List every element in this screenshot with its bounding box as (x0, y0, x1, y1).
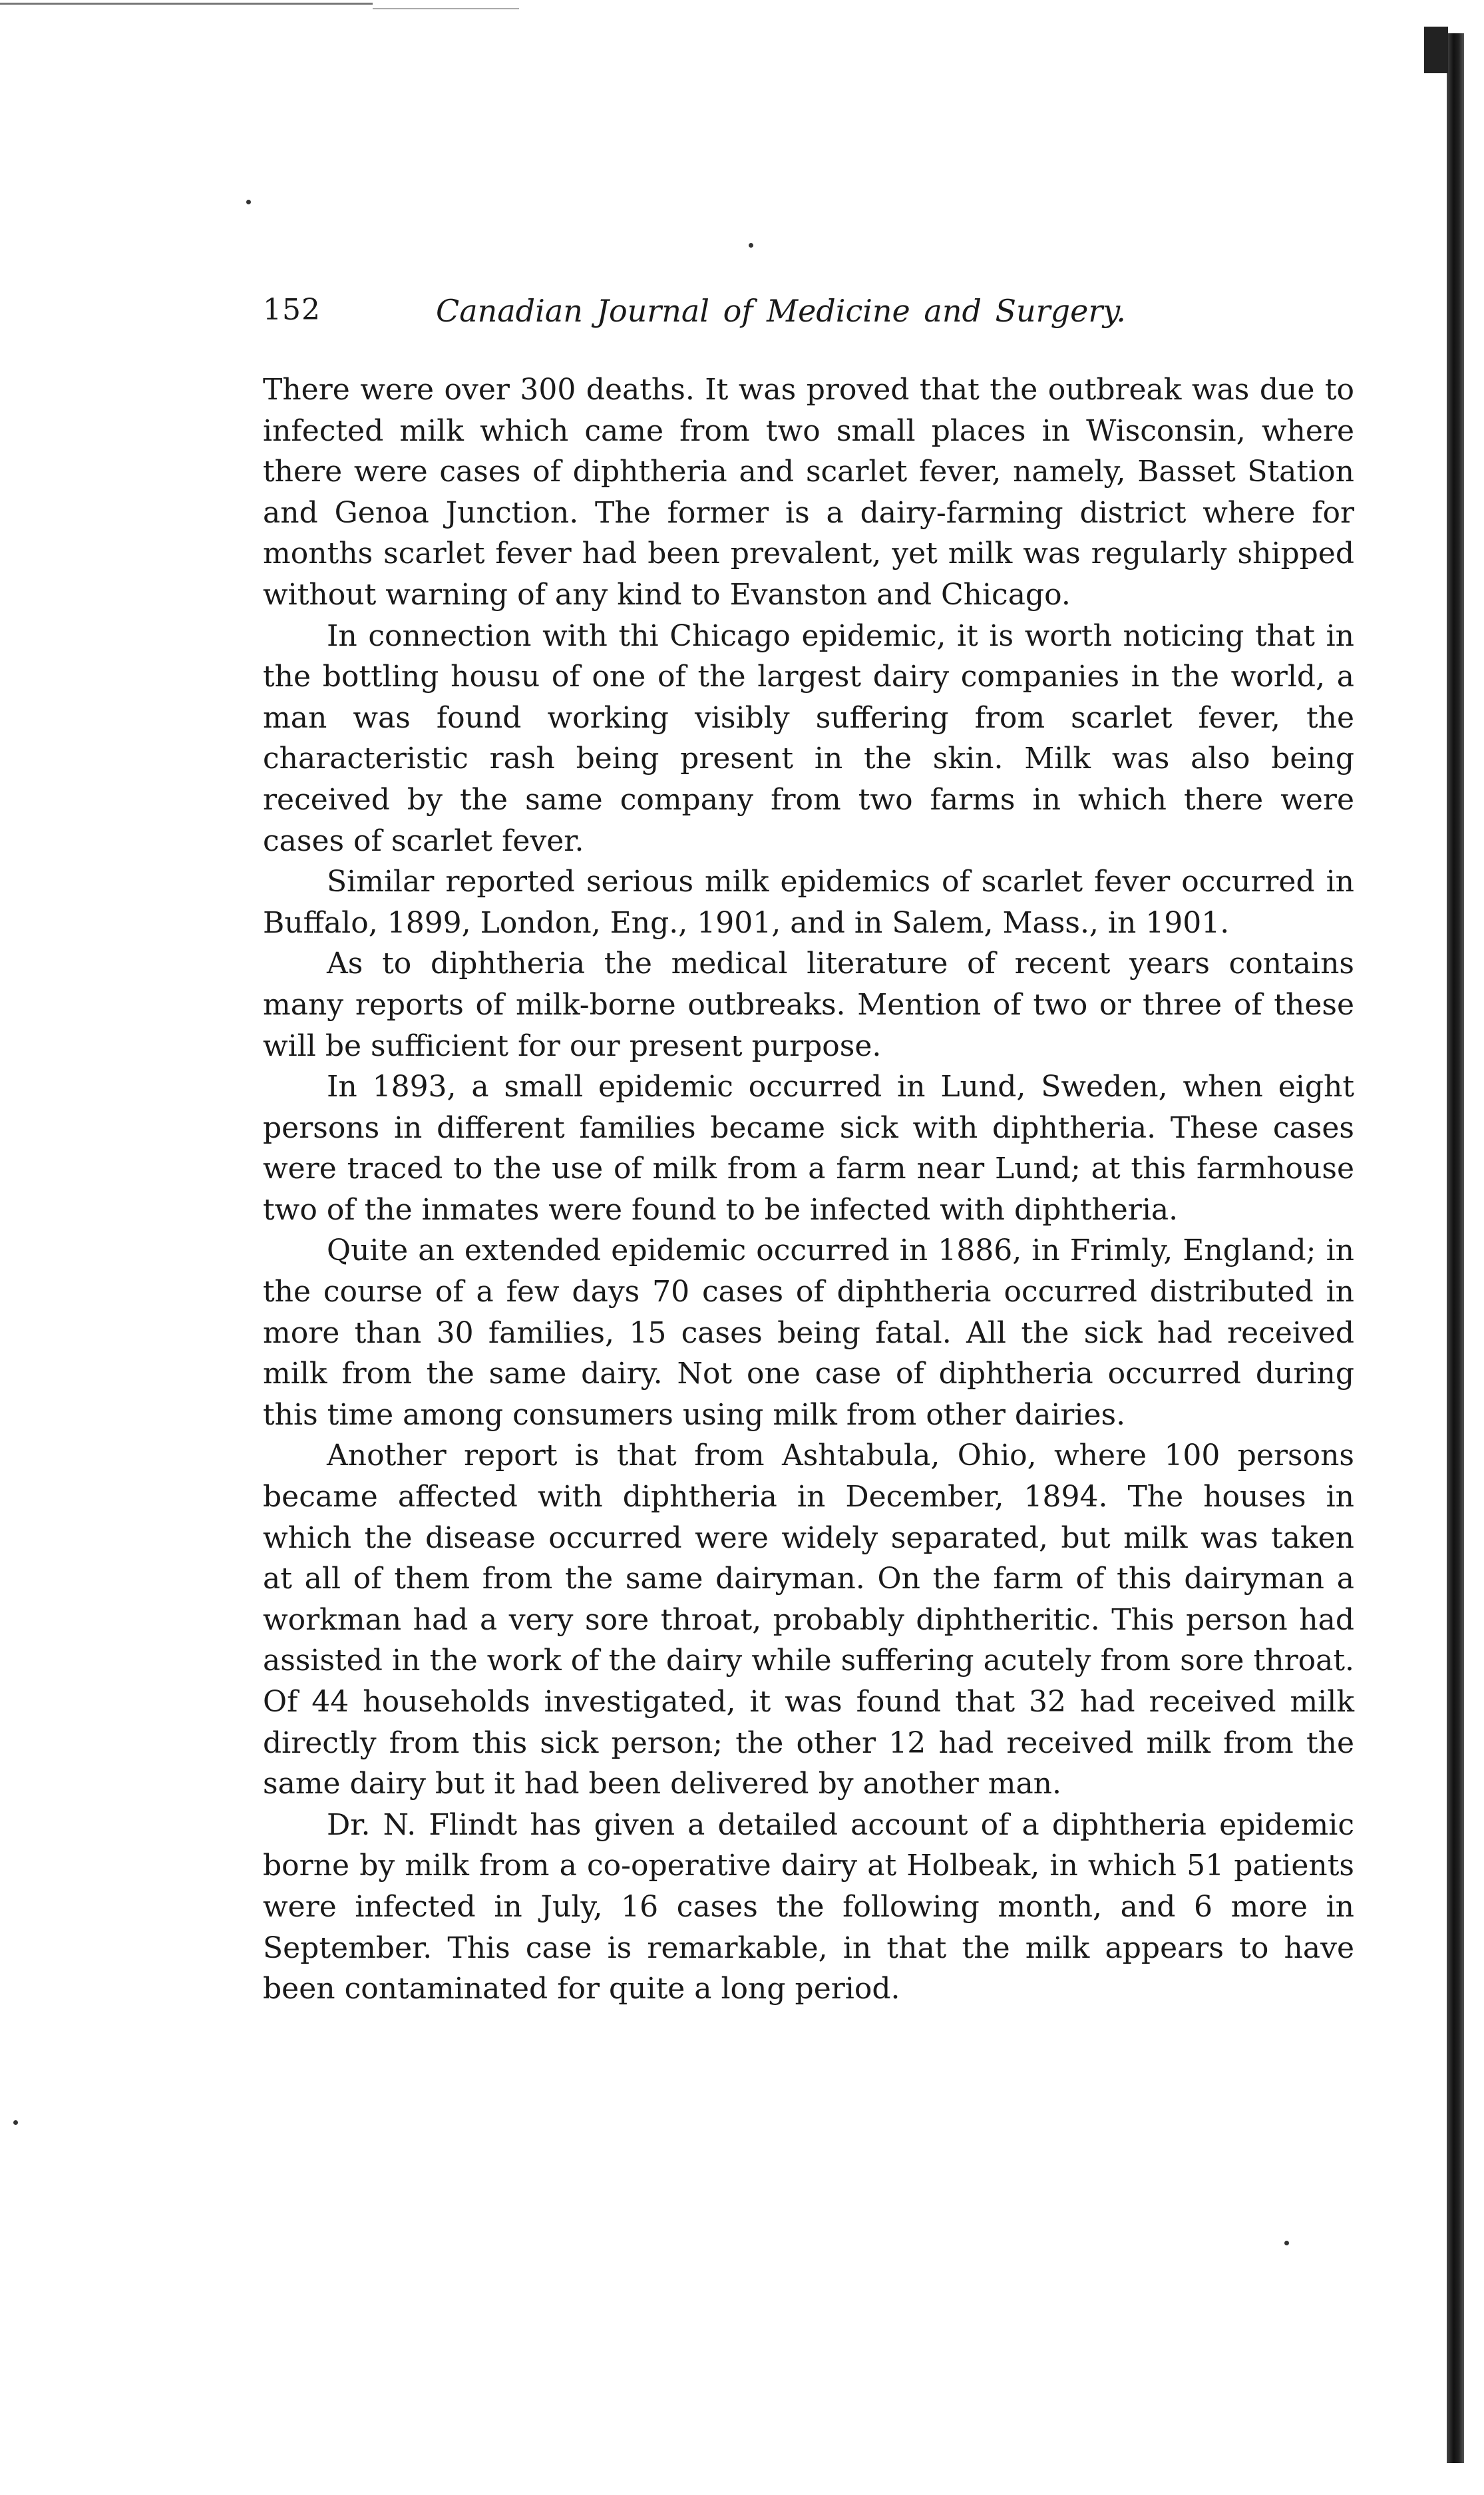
scan-page-edge-notch (1424, 27, 1448, 73)
paragraph: There were over 300 deaths. It was proved that the outbreak was due to infected milk which came from two small places in Wisconsin, where there were cases of diphtheria and scarlet fever, namely, Basset Station and Genoa Junction. The former is a dairy-farming district where for months scarlet fever had been prevalent, yet milk was regularly shipped without warning of any kind to Evanston and Chicago. (263, 373, 1354, 612)
scan-artifact-line (373, 8, 519, 9)
article-body (263, 369, 1354, 2010)
paragraph: Quite an extended epidemic occurred in 1886, in Frimly, England; in the course of a few days 70 cases of diphtheria occurred distributed in more than 30 families, 15 cases being fatal. All the sick had received milk from the same dairy. Not one case of diphtheria occurred during this time among consumers using milk from other dairies. (263, 1234, 1354, 1432)
scan-speck (13, 2120, 18, 2125)
scan-page-edge (1447, 33, 1464, 2463)
paragraph: In connection with thi Chicago epidemic, it is worth noticing that in the bottling housu of one of the largest dairy companies in the world, a man was found working visibly suffering from scarlet fever, the characteristic rash being present in the skin. Milk was also being received by the same company from two farms in which there were cases of scarlet fever. (263, 618, 1354, 858)
paragraph: As to diphtheria the medical literature of recent years contains many reports of milk-borne outbreaks. Mention of two or three of these will be sufficient for our present purpose. (263, 947, 1354, 1063)
paragraph: Similar reported serious milk epidemics of scarlet fever occurred in Buffalo, 1899, London, Eng., 1901, and in Salem, Mass., in 1901. (263, 865, 1354, 940)
paragraph: In 1893, a small epidemic occurred in Lund, Sweden, when eight persons in different families became sick with diphtheria. These cases were traced to the use of milk from a farm near Lund; at this farmhouse two of the inmates were found to be infected with diphtheria. (263, 1070, 1354, 1227)
paragraph: Another report is that from Ashtabula, Ohio, where 100 persons became affected with diphtheria in December, 1894. The houses in which the disease occurred were widely separated, but milk was taken at all of them from the same dairyman. On the farm of this dairyman a workman had a very sore throat, probably diphtheritic. This person had assisted in the work of the dairy while suffering acutely from sore throat. Of 44 households investigated, it was found that 32 had received milk directly from this sick person; the other 12 had received milk from the same dairy but it had been delivered by another man. (263, 1439, 1354, 1801)
page-number: 152 (263, 293, 321, 327)
scan-speck (1284, 2241, 1289, 2245)
running-title: Canadian Journal of Medicine and Surgery. (436, 293, 1126, 329)
scan-artifact-line (0, 3, 373, 5)
page-header (263, 293, 1181, 333)
paragraph: Dr. N. Flindt has given a detailed account of a diphtheria epidemic borne by milk from a co-operative dairy at Holbeak, in which 51 patients were infected in July, 16 cases the following month, and 6 more in September. This case is remarkable, in that the milk appears to have been contaminated for quite a long period. (263, 1807, 1354, 2006)
scan-speck (246, 200, 251, 204)
scan-speck (749, 243, 753, 248)
